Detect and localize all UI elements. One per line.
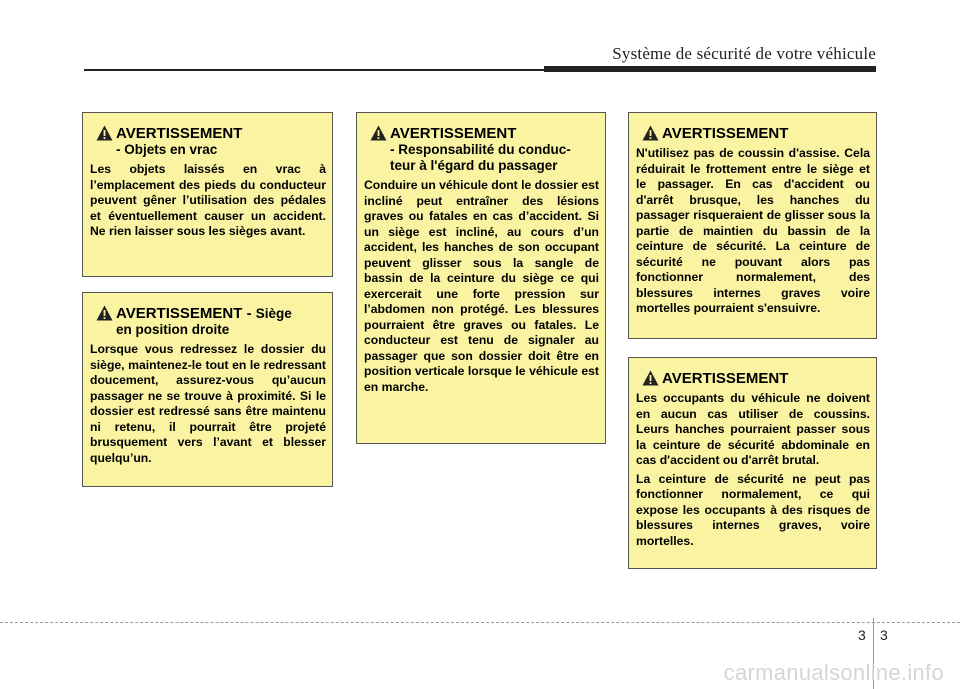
warning-box-driver-responsibility — [356, 112, 606, 444]
warning-title: AVERTISSEMENT — [116, 125, 243, 142]
warning-box-seat-upright — [82, 292, 333, 487]
page-header-title: Système de sécurité de votre véhicule — [612, 44, 876, 63]
warning-paragraph: Conduire un véhicule dont le dossier est incliné peut entraîner des lésions graves ou fatales en cas d’accident. Si un siège est incliné, au cours d’un accident, les hanches de son occupant peuvent glisser sous la sangle de bassin de la ceinture du siège ce qui exercerait une forte pression sur l’abdomen non protégé. Les blessures pourraient être graves ou fatales. Le conducteur est tenu de signaler au passager que son dossier doit être en position verticale lorsque le véhicule est en marche. — [364, 178, 599, 394]
warning-icon — [370, 125, 387, 141]
warning-box-loose-objects — [82, 112, 333, 277]
warning-text — [636, 391, 870, 549]
watermark: carmanualsonline.info — [723, 660, 944, 685]
warning-paragraph: Lorsque vous redressez le dossier du siège, maintenez-le tout en le redressant doucement, assurez-vous qu’aucun passager ne se trouve à proximité. Si le dossier est redressé sans être maintenu ni retenu, il pourrait être projeté brusquement vers l’avant et blesser quelqu’un. — [90, 342, 326, 465]
warning-icon — [96, 125, 113, 141]
warning-title-suffix: Siège — [255, 306, 292, 321]
chapter-number: 3 — [858, 627, 866, 643]
warning-heading — [90, 125, 326, 158]
warning-icon — [642, 125, 659, 141]
warning-title: AVERTISSEMENT — [662, 370, 789, 387]
warning-text — [636, 146, 870, 317]
warning-subtitle: - Responsabilité du conduc-teur à l'égard du passager — [390, 142, 571, 173]
footer-dashed-rule — [0, 622, 960, 623]
warning-text — [90, 162, 326, 240]
warning-subtitle: en position droite — [116, 322, 230, 337]
warning-text — [364, 178, 599, 395]
warning-box-seat-cushion — [628, 112, 877, 339]
warning-paragraph: La ceinture de sécurité ne peut pas fonctionner normalement, ce qui expose les occupants à des risques de blessures internes graves, voire mortelles. — [636, 471, 870, 548]
warning-text — [90, 342, 326, 466]
header-rule-accent — [544, 66, 876, 72]
page-number: 3 — [880, 627, 888, 643]
warning-title: AVERTISSEMENT — [390, 125, 517, 142]
warning-subtitle: - Objets en vrac — [116, 142, 218, 157]
warning-heading — [636, 370, 870, 387]
warning-title: AVERTISSEMENT - — [116, 305, 256, 322]
warning-icon — [96, 305, 113, 321]
warning-paragraph: N'utilisez pas de coussin d'assise. Cela réduirait le frottement entre le siège et le passager. En cas d'accident ou d'arrêt brusque, les hanches du passager risqueraient de glisser sous la partie de maintien du bassin de la ceinture de sécurité. La ceinture de sécurité ne pouvant alors pas fonctionner normalement, des blessures internes graves voire mortelles pourraient s'ensuivre. — [636, 146, 870, 315]
warning-icon — [642, 370, 659, 386]
warning-box-occupant-cushions — [628, 357, 877, 569]
warning-heading — [364, 125, 599, 174]
warning-paragraph: Les occupants du véhicule ne doivent en aucun cas utiliser de coussins. Leurs hanches pourraient passer sous la ceinture de sécurité abdominale en cas d'accident ou d'arrêt brutal. — [636, 391, 870, 467]
warning-paragraph: Les objets laissés en vrac à l’emplacement des pieds du conducteur peuvent gêner l’utilisation des pédales et éventuellement causer un accident. Ne rien laisser sous les sièges avant. — [90, 162, 326, 238]
warning-title: AVERTISSEMENT — [662, 125, 789, 142]
warning-heading — [636, 125, 870, 142]
warning-heading — [90, 305, 326, 338]
